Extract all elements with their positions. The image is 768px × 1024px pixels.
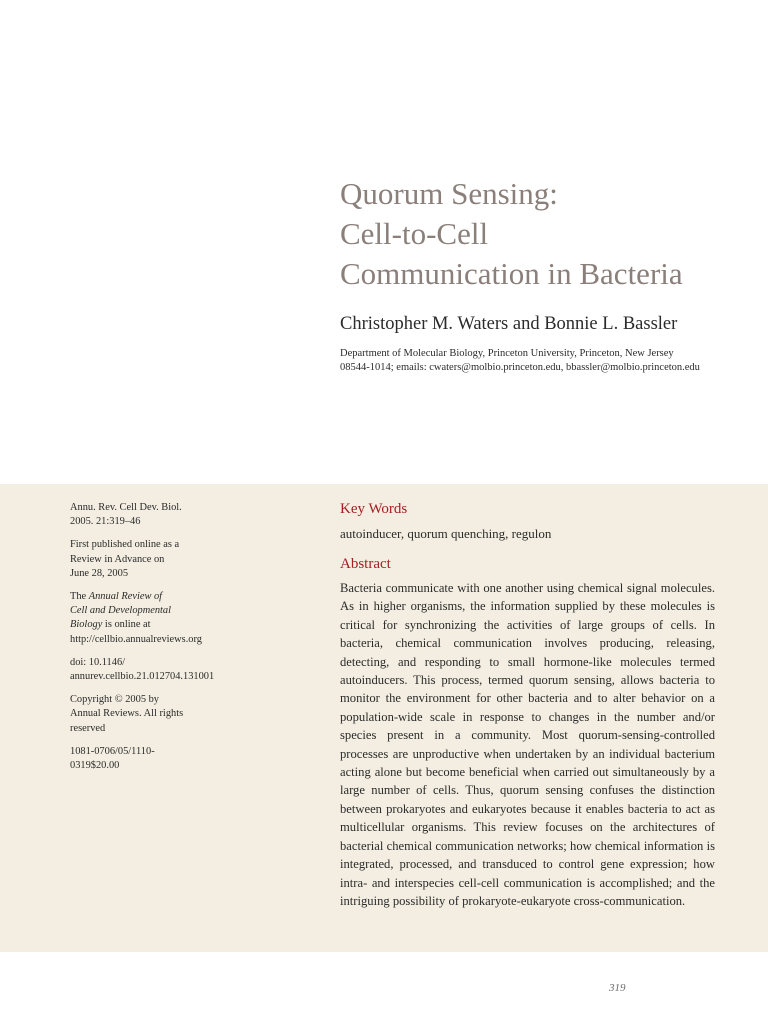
abstract-heading: Abstract	[340, 556, 391, 572]
online-suffix: is online at	[102, 619, 151, 631]
copyright-line: Annual Reviews. All rights	[70, 708, 184, 720]
title-line-1: Quorum Sensing:	[340, 176, 558, 211]
publication-sidebar	[70, 501, 270, 782]
online-line	[70, 618, 270, 632]
authors: Christopher M. Waters and Bonnie L. Bassler	[340, 314, 678, 334]
citation-line: 2005. 21:319–46	[70, 516, 141, 528]
key-words-heading: Key Words	[340, 501, 408, 517]
online-line	[70, 590, 270, 604]
doi	[70, 656, 270, 684]
first-published	[70, 538, 270, 581]
online-prefix: The	[70, 591, 89, 603]
citation-line: Annu. Rev. Cell Dev. Biol.	[70, 502, 182, 513]
issn-line: 0319$20.00	[70, 760, 120, 772]
first-published-line: Review in Advance on	[70, 553, 165, 565]
first-published-line: June 28, 2005	[70, 567, 129, 579]
title-line-3: Communication in Bacteria	[340, 256, 683, 291]
issn	[70, 745, 270, 773]
main-content	[340, 498, 715, 910]
citation	[70, 501, 270, 529]
article-title	[340, 174, 750, 294]
journal-name-part: Cell and Developmental	[70, 605, 171, 617]
title-line-2: Cell-to-Cell	[340, 216, 489, 251]
affiliation	[340, 347, 740, 375]
online-availability	[70, 590, 270, 647]
issn-line: 1081-0706/05/1110-	[70, 745, 155, 757]
first-published-line: First published online as a	[70, 539, 180, 551]
copyright	[70, 693, 270, 736]
affiliation-line-1: Department of Molecular Biology, Princeton University, Princeton, New Jersey	[340, 348, 674, 359]
journal-name-part: Biology	[70, 619, 103, 631]
copyright-line: Copyright © 2005 by	[70, 694, 160, 706]
online-line	[70, 604, 270, 618]
page-number: 319	[609, 982, 626, 994]
journal-url[interactable]: http://cellbio.annualreviews.org	[70, 633, 202, 645]
abstract-text: Bacteria communicate with one another using chemical signal molecules. As in higher organisms, the information supplied by these molecules is critical for synchronizing the activities of large groups of cells. In bacteria, chemical communication involves producing, releasing, detecting, and responding to small hormone-like molecules termed autoinducers. This process, termed quorum sensing, allows bacteria to monitor the environment for other bacteria and to alter behavior on a population-wide scale in response to changes in the number and/or species present in a community. Most quorum-sensing-controlled processes are unproductive when undertaken by an individual bacterium acting alone but become beneficial when carried out simultaneously by a large number of cells. Thus, quorum sensing confuses the distinction between prokaryotes and eukaryotes because it enables bacteria to act as multicellular organisms. This review focuses on the architectures of bacterial chemical communication networks; how chemical information is integrated, processed, and transduced to control gene expression; how intra- and interspecies cell-cell communication is accomplished; and the intriguing possibility of prokaryote-eukaryote cross-communication.	[340, 581, 715, 908]
affiliation-line-2: 08544-1014; emails: cwaters@molbio.princeton.edu, bbassler@molbio.princeton.edu	[340, 362, 700, 373]
key-words-text: autoinducer, quorum quenching, regulon	[340, 526, 552, 541]
journal-name-part: Annual Review of	[88, 591, 163, 603]
doi-line: annurev.cellbio.21.012704.131001	[70, 671, 215, 683]
copyright-line: reserved	[70, 722, 106, 734]
doi-line: doi: 10.1146/	[70, 656, 126, 668]
